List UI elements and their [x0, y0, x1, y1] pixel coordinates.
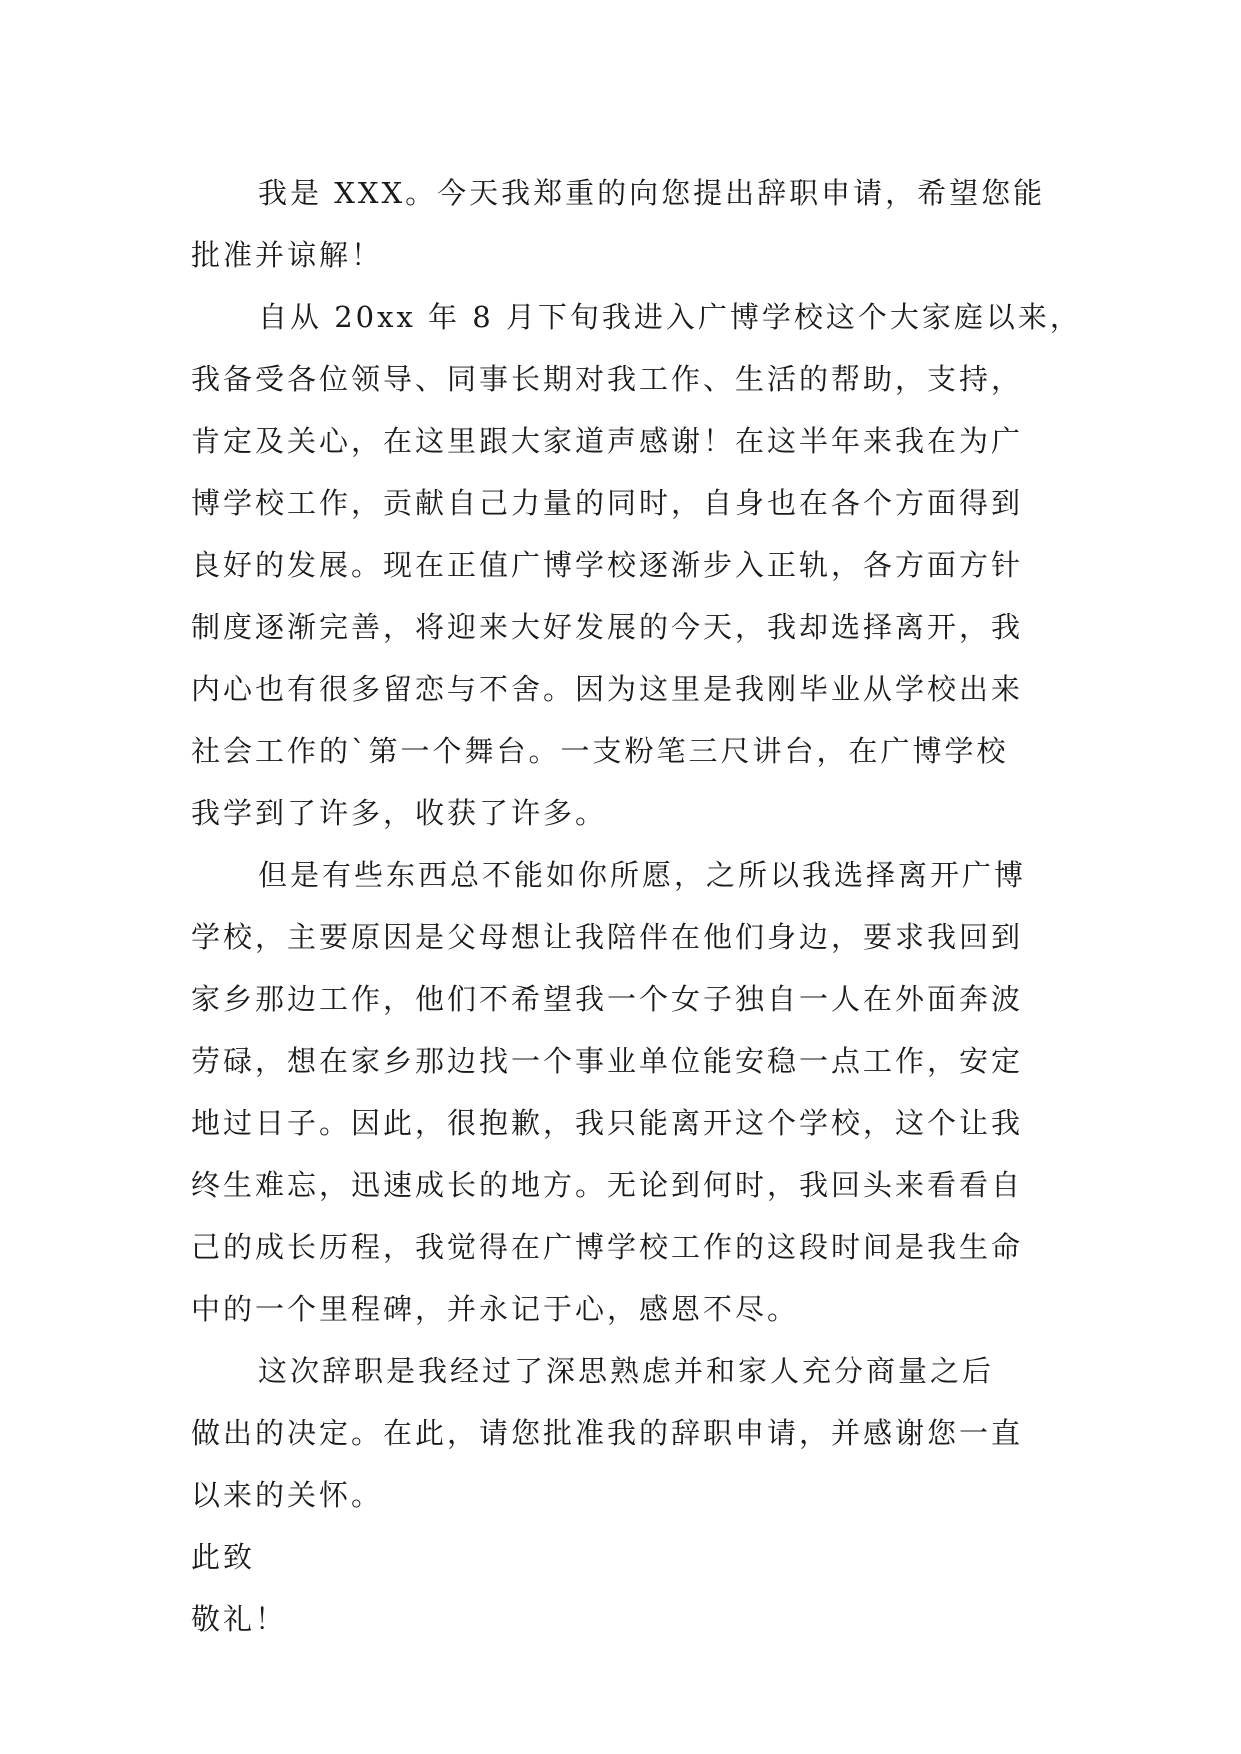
text-line: 己的成长历程，我觉得在广博学校工作的这段时间是我生命: [191, 1230, 1024, 1264]
text-line: 劳碌，想在家乡那边找一个事业单位能安稳一点工作，安定: [191, 1044, 1024, 1078]
text-line: 终生难忘，迅速成长的地方。无论到何时，我回头来看看自: [191, 1168, 1024, 1202]
closing: [191, 1526, 1051, 1650]
closing-regards: 敬礼！: [191, 1602, 288, 1636]
text-line: 但是有些东西总不能如你所愿，之所以我选择离开广博: [258, 858, 1027, 892]
paragraph-3: [191, 844, 1051, 1340]
text-line: 肯定及关心，在这里跟大家道声感谢！在这半年来我在为广: [191, 424, 1024, 458]
text-line: 学校，主要原因是父母想让我陪伴在他们身边，要求我回到: [191, 920, 1024, 954]
text-line: 博学校工作，贡献自己力量的同时，自身也在各个方面得到: [191, 486, 1024, 520]
text-line: 我学到了许多，收获了许多。: [191, 796, 608, 830]
text-line: 良好的发展。现在正值广博学校逐渐步入正轨，各方面方针: [191, 548, 1024, 582]
text-line: 地过日子。因此，很抱歉，我只能离开这个学校，这个让我: [191, 1106, 1024, 1140]
text-line: 制度逐渐完善，将迎来大好发展的今天，我却选择离开，我: [191, 610, 1024, 644]
text-line: 做出的决定。在此，请您批准我的辞职申请，并感谢您一直: [191, 1416, 1024, 1450]
text-line: 内心也有很多留恋与不舍。因为这里是我刚毕业从学校出来: [191, 672, 1024, 706]
paragraph-2: [191, 286, 1082, 844]
text-line: 这次辞职是我经过了深思熟虑并和家人充分商量之后: [258, 1354, 995, 1388]
text-line: 中的一个里程碑，并永记于心，感恩不尽。: [191, 1292, 800, 1326]
text-line: 以来的关怀。: [191, 1478, 384, 1512]
text-line: 我备受各位领导、同事长期对我工作、生活的帮助，支持，: [191, 362, 1024, 396]
text-line: 自从 20xx 年 8 月下旬我进入广博学校这个大家庭以来，: [258, 300, 1082, 334]
letter-body: [191, 162, 1082, 1650]
closing-salutation: 此致: [191, 1540, 256, 1574]
paragraph-1: [191, 162, 1051, 286]
paragraph-4: [191, 1340, 1051, 1526]
text-line: 社会工作的`第一个舞台。一支粉笔三尺讲台，在广博学校: [191, 734, 1009, 768]
text-line: 批准并谅解！: [191, 238, 384, 272]
text-line: 家乡那边工作，他们不希望我一个女子独自一人在外面奔波: [191, 982, 1024, 1016]
text-line: 我是 XXX。今天我郑重的向您提出辞职申请，希望您能: [258, 176, 1046, 210]
